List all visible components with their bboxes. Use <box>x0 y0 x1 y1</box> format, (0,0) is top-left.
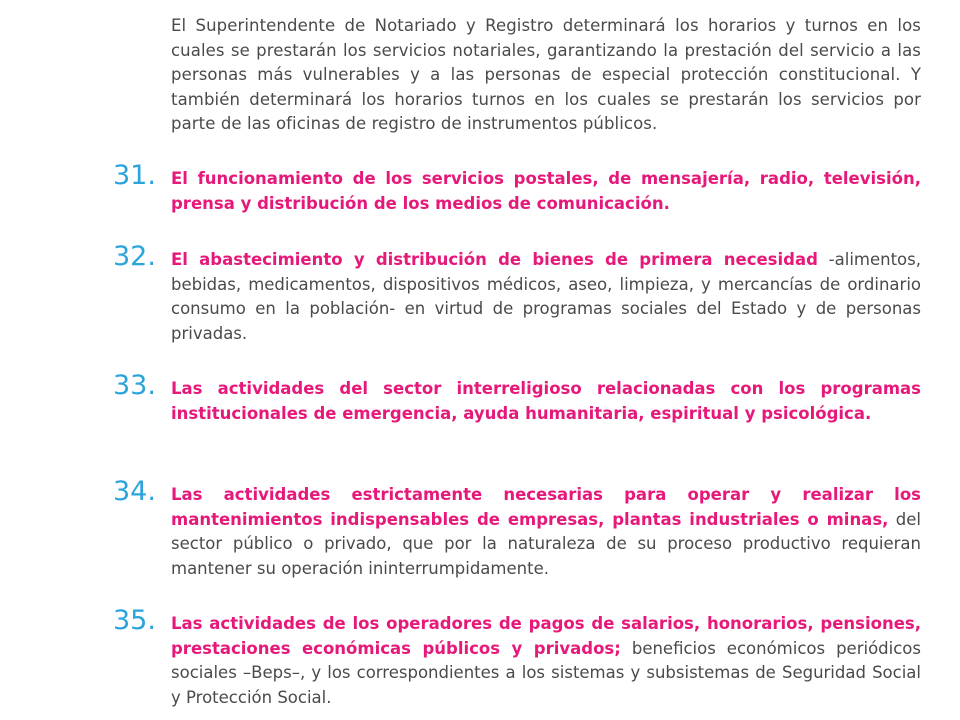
item-text <box>171 483 921 581</box>
item-text <box>171 167 921 216</box>
item-number: 34. <box>113 476 156 507</box>
item-bold-text: Las actividades de los operadores de pagos de salarios, honorarios, pensiones, prestaciones económicas públicos y privados; <box>171 614 921 658</box>
item-bold-text: Las actividades del sector interreligioso relacionadas con los programas institucionales de emergencia, ayuda humanitaria, espiritual y psicológica. <box>171 379 921 423</box>
item-regular-text: del sector público o privado, que por la naturaleza de su proceso productivo requieran mantener su operación ininterrumpidamente. <box>171 509 921 578</box>
item-bold-text: Las actividades estrictamente necesarias para operar y realizar los mantenimientos indispensables de empresas, plantas industriales o minas, <box>171 485 921 529</box>
intro-paragraph: El Superintendente de Notariado y Registro determinará los horarios y turnos en los cuales se prestarán los servicios notariales, garantizando la prestación del servicio a las personas más vulnerables y a las personas de especial protección constitucional. Y también determinará los horarios turnos en los cuales se prestarán los servicios por parte de las oficinas de registro de instrumentos públicos. <box>171 16 921 133</box>
item-bold-text: El funcionamiento de los servicios postales, de mensajería, radio, televisión, prensa y distribución de los medios de comunicación. <box>171 169 921 213</box>
item-text <box>171 612 921 710</box>
item-bold-text: El abastecimiento y distribución de bienes de primera necesidad <box>171 250 818 269</box>
item-number: 33. <box>113 370 156 401</box>
item-regular-text: -alimentos, bebidas, medicamentos, dispositivos médicos, aseo, limpieza, y mercancías de ordinario consumo en la población- en virtud de programas sociales del Estado y de personas privadas. <box>171 250 921 343</box>
item-number: 31. <box>113 160 156 191</box>
item-regular-text: beneficios económicos periódicos sociales –Beps–, y los correspondientes a los sistemas y subsistemas de Seguridad Social y Protección Social. <box>171 638 921 707</box>
item-text <box>171 377 921 426</box>
item-number: 35. <box>113 605 156 636</box>
item-number: 32. <box>113 241 156 272</box>
item-text <box>171 248 921 346</box>
